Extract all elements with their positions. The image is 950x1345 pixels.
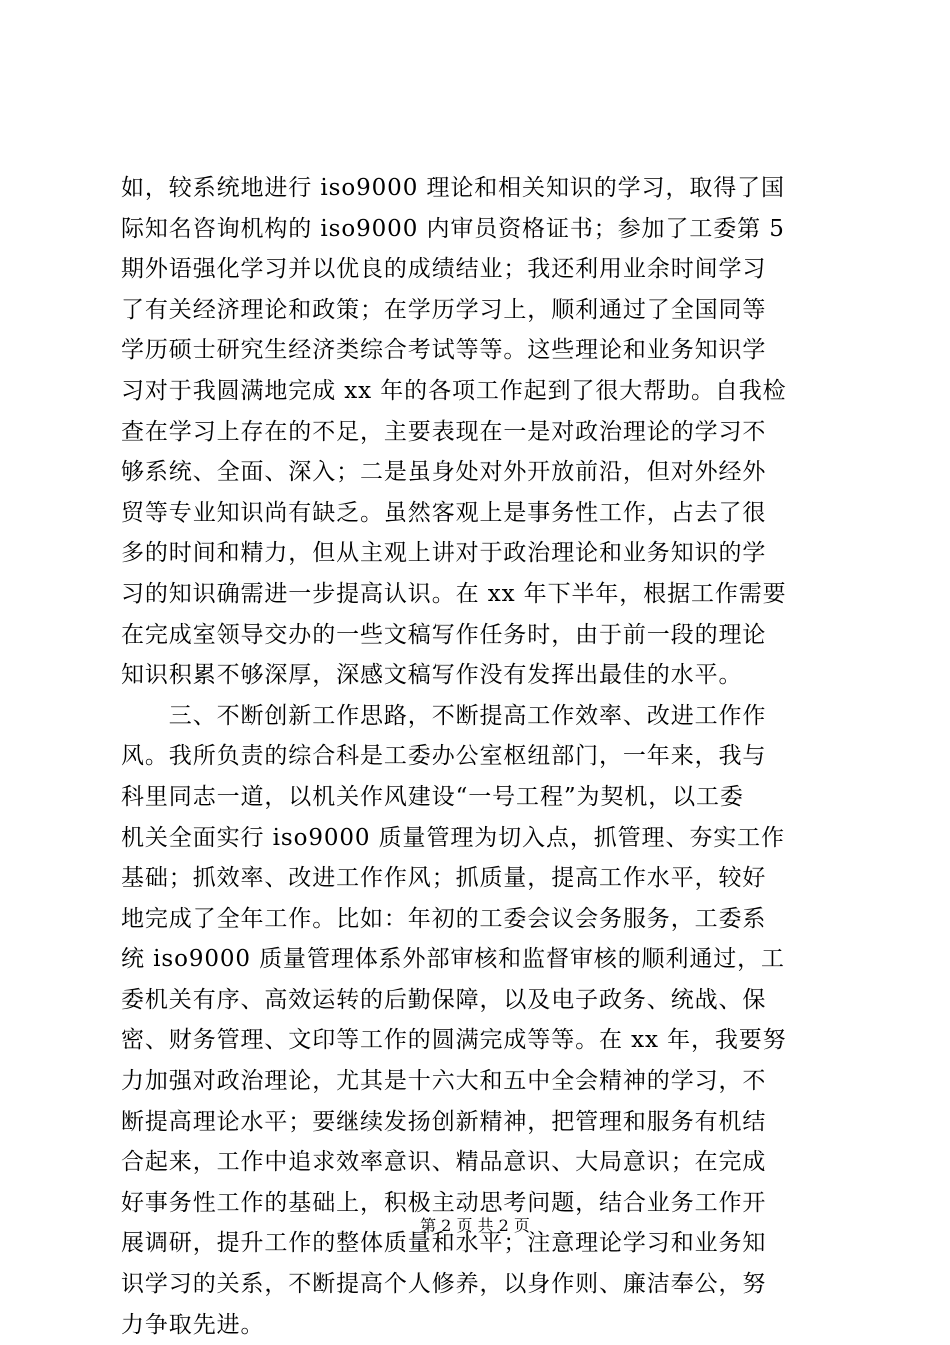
page-number-footer: 第 2 页 共 2 页 <box>420 1216 530 1235</box>
text-line: 贸等专业知识尚有缺乏。虽然客观上是事务性工作，占去了很 <box>121 499 767 526</box>
text-line: 机关全面实行 iso9000 质量管理为切入点，抓管理、夯实工作 <box>121 824 785 851</box>
text-line: 三、不断创新工作思路，不断提高工作效率、改进工作作 <box>121 702 767 729</box>
text-line: 了有关经济理论和政策；在学历学习上，顺利通过了全国同等 <box>121 296 767 323</box>
text-line: 委机关有序、高效运转的后勤保障，以及电子政务、统战、保 <box>121 986 767 1013</box>
text-line: 学历硕士研究生经济类综合考试等等。这些理论和业务知识学 <box>121 337 767 364</box>
text-line: 好事务性工作的基础上，积极主动思考问题，结合业务工作开 <box>121 1189 767 1216</box>
text-line: 断提高理论水平；要继续发扬创新精神，把管理和服务有机结 <box>121 1108 767 1135</box>
text-line: 地完成了全年工作。比如：年初的工委会议会务服务，工委系 <box>121 905 767 932</box>
text-line: 合起来，工作中追求效率意识、精品意识、大局意识；在完成 <box>121 1149 767 1176</box>
text-line: 际知名咨询机构的 iso9000 内审员资格证书；参加了工委第 5 <box>121 215 785 242</box>
text-line: 期外语强化学习并以优良的成绩结业；我还利用业余时间学习 <box>121 256 767 283</box>
text-line: 够系统、全面、深入；二是虽身处对外开放前沿，但对外经外 <box>121 459 767 486</box>
text-line: 密、财务管理、文印等工作的圆满完成等等。在 xx 年，我要努 <box>121 1027 787 1054</box>
text-line: 习的知识确需进一步提高认识。在 xx 年下半年，根据工作需要 <box>121 580 787 607</box>
text-line: 习对于我圆满地完成 xx 年的各项工作起到了很大帮助。自我检 <box>121 377 787 404</box>
text-line: 展调研，提升工作的整体质量和水平；注意理论学习和业务知 <box>121 1230 767 1257</box>
text-line: 查在学习上存在的不足，主要表现在一是对政治理论的学习不 <box>121 418 767 445</box>
text-line: 多的时间和精力，但从主观上讲对于政治理论和业务知识的学 <box>121 540 767 567</box>
body-text <box>121 168 831 1345</box>
text-line: 科里同志一道，以机关作风建设“一号工程”为契机，以工委 <box>121 783 744 810</box>
text-line: 风。我所负责的综合科是工委办公室枢纽部门，一年来，我与 <box>121 743 767 770</box>
text-line: 如，较系统地进行 iso9000 理论和相关知识的学习，取得了国 <box>121 175 785 201</box>
text-line: 力争取先进。 <box>121 1311 265 1338</box>
text-line: 基础；抓效率、改进工作作风；抓质量，提高工作水平，较好 <box>121 865 767 892</box>
text-line: 统 iso9000 质量管理体系外部审核和监督审核的顺利通过，工 <box>121 946 785 973</box>
text-line: 力加强对政治理论，尤其是十六大和五中全会精神的学习，不 <box>121 1068 767 1095</box>
text-line: 知识积累不够深厚，深感文稿写作没有发挥出最佳的水平。 <box>121 662 743 689</box>
text-line: 在完成室领导交办的一些文稿写作任务时，由于前一段的理论 <box>121 621 767 648</box>
text-line: 识学习的关系，不断提高个人修养，以身作则、廉洁奉公，努 <box>121 1271 767 1298</box>
